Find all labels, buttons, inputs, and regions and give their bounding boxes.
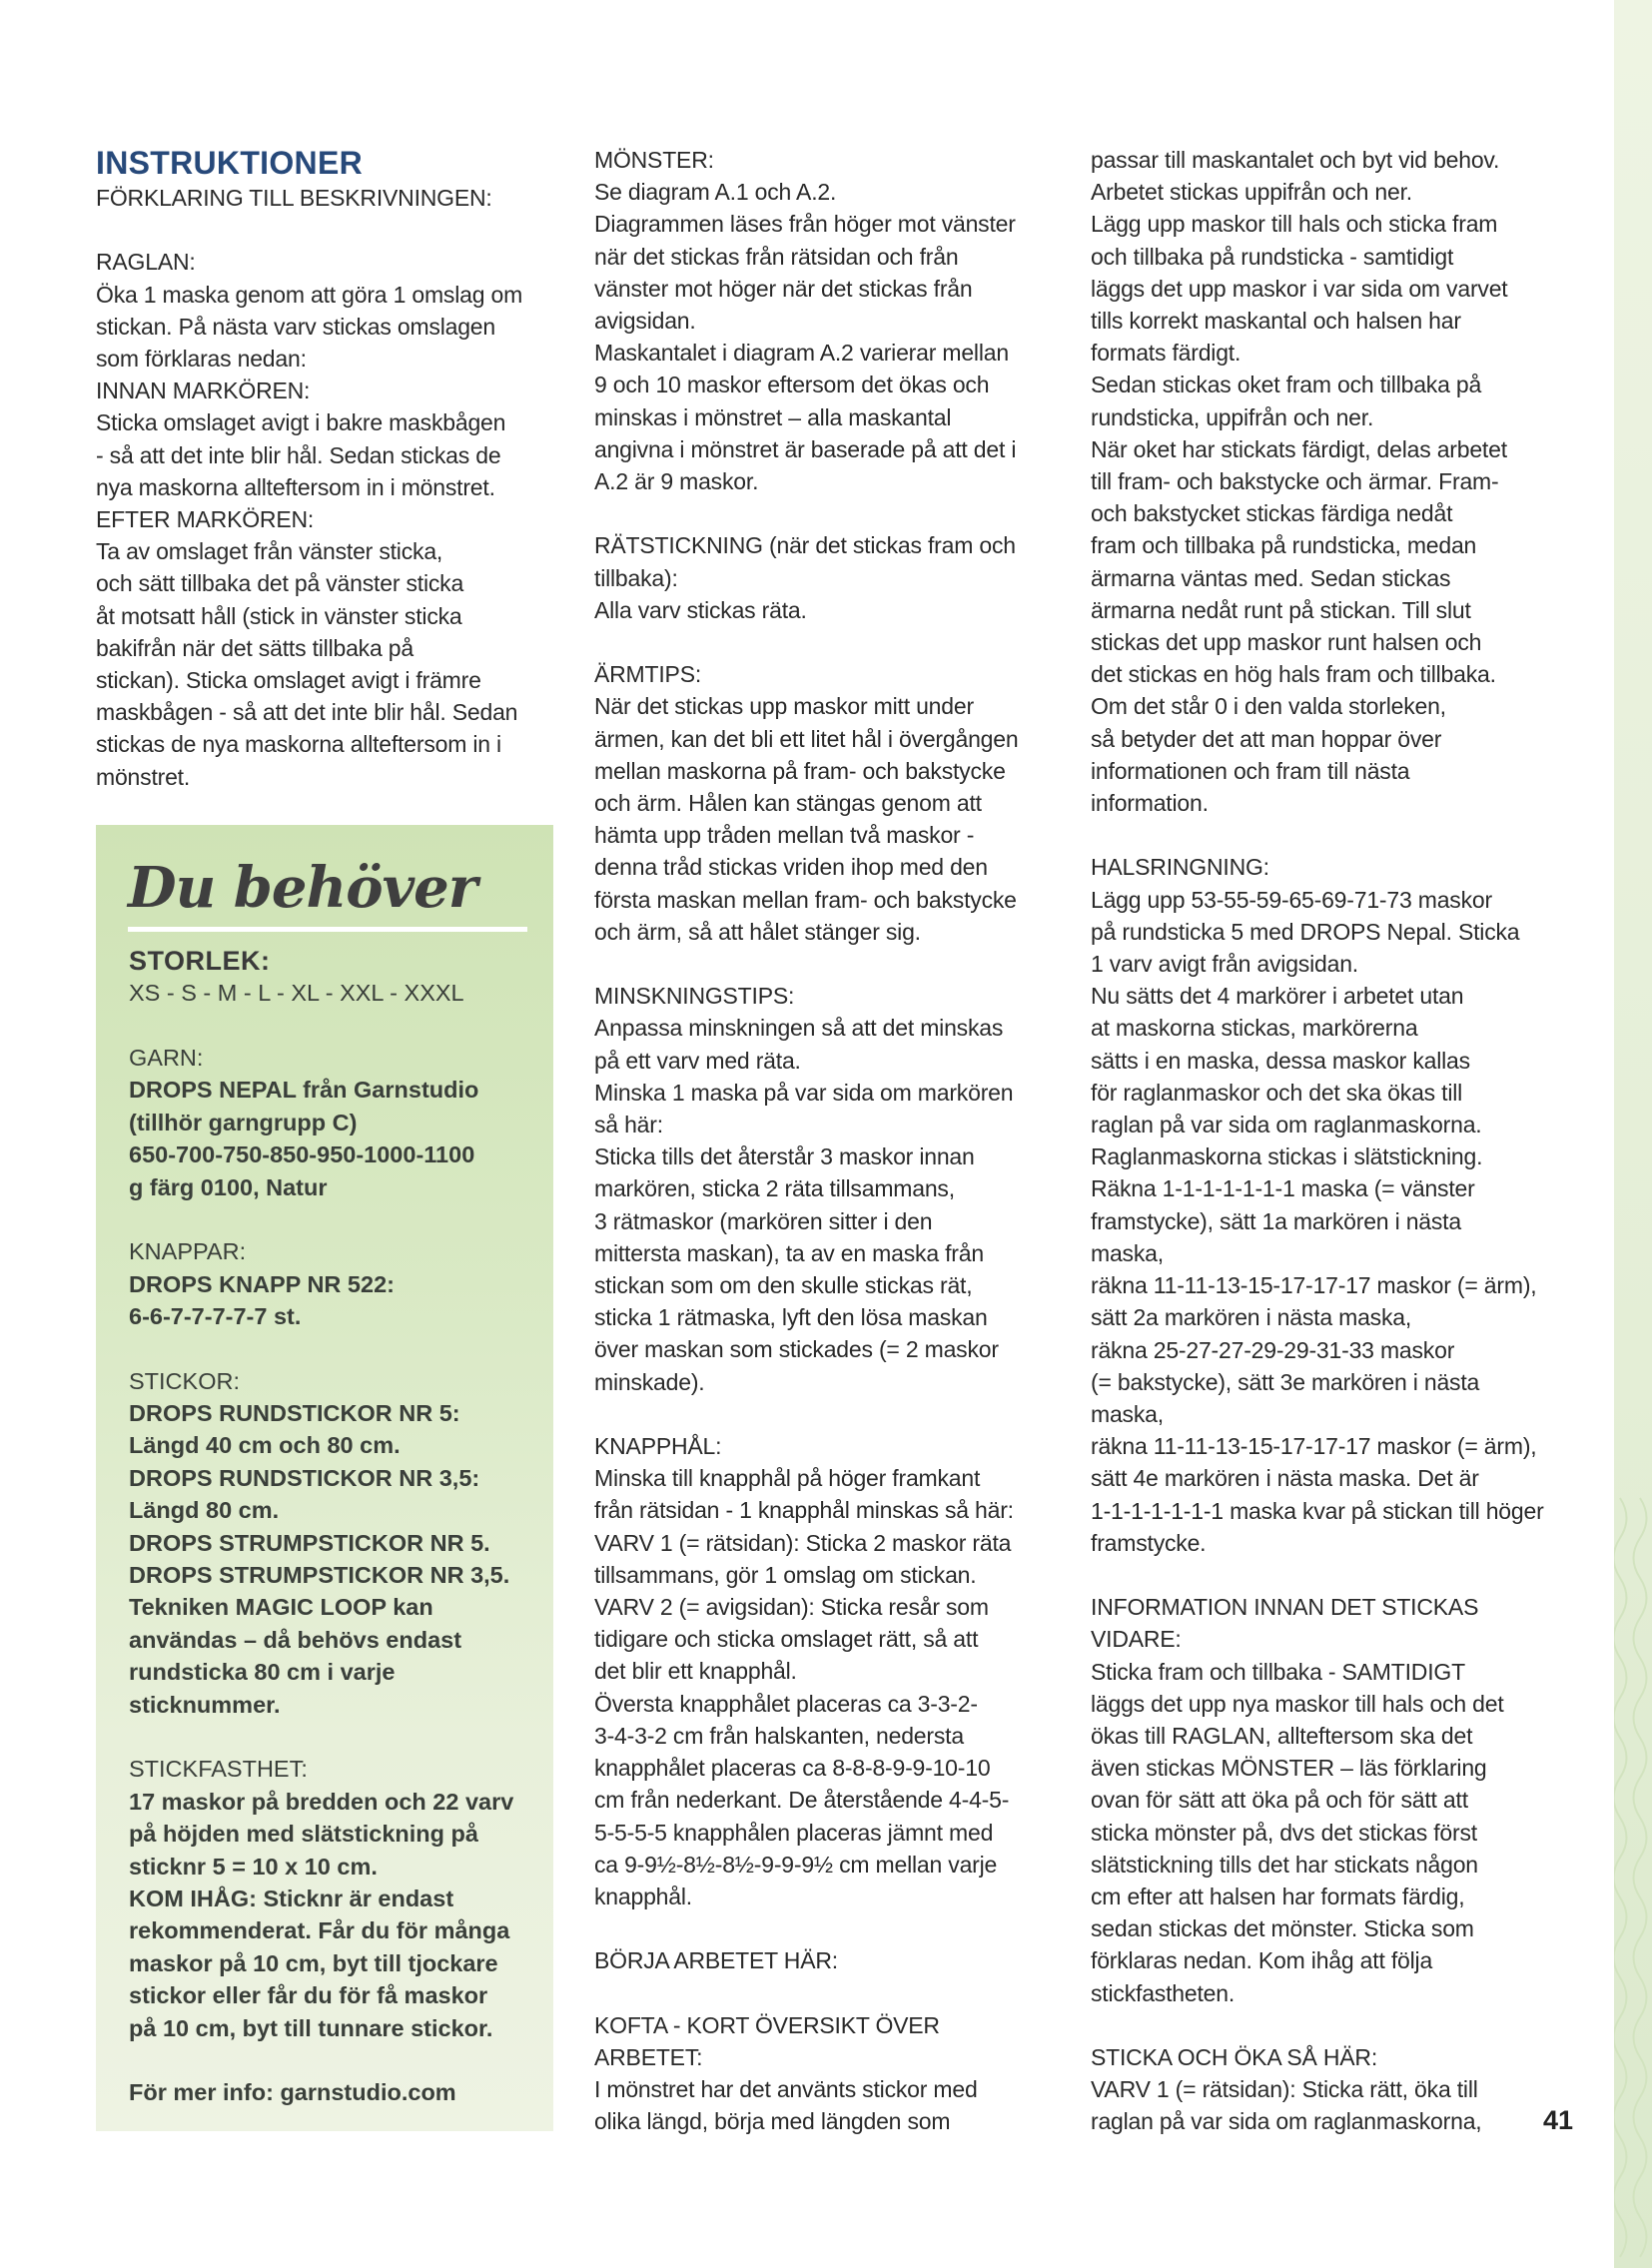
text-line: Om det står 0 i den valda storleken,	[1091, 693, 1446, 720]
text-line: Maskantalet i diagram A.2 varierar mellan	[594, 340, 1009, 367]
text-line: så här:	[594, 1112, 663, 1138]
text-line: at maskorna stickas, markörerna	[1091, 1015, 1418, 1042]
text-line: VARV 1 (= rätsidan): Sticka rätt, öka till	[1091, 2076, 1478, 2103]
spacer	[594, 497, 1064, 529]
text-line: Minska till knapphål på höger framkant	[594, 1465, 981, 1492]
text-line: mittersta maskan), ta av en maska från	[594, 1239, 984, 1266]
text-line: - så att det inte blir hål. Sedan stickas de	[96, 441, 501, 468]
text-line: ÄRMTIPS:	[594, 661, 702, 688]
text-line: När oket har stickats färdigt, delas arbetet	[1091, 435, 1507, 462]
text-line: Alla varv stickas räta.	[594, 596, 807, 623]
text-line: nya maskorna allteftersom in i mönstret.	[96, 473, 495, 500]
text-line: STICKA OCH ÖKA SÅ HÄR:	[1091, 2043, 1378, 2070]
text-line: stickfastheten.	[1091, 1979, 1236, 2006]
materials-box-title: Du behöver	[128, 855, 477, 921]
text-line: hämta upp tråden mellan två maskor -	[594, 822, 975, 849]
text-line: olika längd, börja med längden som	[594, 2108, 951, 2135]
text-line: Tekniken MAGIC LOOP kan	[129, 1594, 433, 1621]
column-3	[1091, 144, 1560, 2138]
text-line: DROPS RUNDSTICKOR NR 3,5:	[129, 1464, 480, 1491]
text-line: Lägg upp maskor till hals och sticka fram	[1091, 211, 1498, 238]
text-line: INFORMATION INNAN DET STICKAS	[1091, 1594, 1479, 1621]
text-line: ovan för sätt att öka på och för sätt att	[1091, 1787, 1468, 1814]
text-line: framstycke.	[1091, 1529, 1207, 1556]
text-line: och ärm. Hålen kan stängas genom att	[594, 790, 982, 817]
text-line: maska,	[1091, 1239, 1164, 1266]
text-line: denna tråd stickas vriden ihop med den	[594, 854, 988, 881]
spacer	[1091, 1559, 1560, 1591]
text-line: sätt 4e markören i nästa maska. Det är	[1091, 1465, 1479, 1492]
text-line: RÄTSTICKNING (när det stickas fram och	[594, 532, 1016, 559]
text-line: mellan maskorna på fram- och bakstycke	[594, 757, 1006, 784]
text-line: sticknummer.	[129, 1691, 281, 1718]
text-line: Nu sätts det 4 markörer i arbetet utan	[1091, 983, 1464, 1010]
text-line: Raglanmaskorna stickas i slätstickning.	[1091, 1143, 1483, 1170]
knit-pattern-icon	[1614, 0, 1652, 2268]
text-line: KOFTA - KORT ÖVERSIKT ÖVER	[594, 2011, 940, 2038]
text-line: VARV 2 (= avigsidan): Sticka resår som	[594, 1594, 989, 1621]
text-line: knapphålet placeras ca 8-8-8-9-9-10-10	[594, 1755, 991, 1782]
text-line: DROPS RUNDSTICKOR NR 5:	[129, 1400, 460, 1427]
text-line: Anpassa minskningen så att det minskas	[594, 1015, 1004, 1042]
spacer	[129, 1010, 538, 1042]
column-1-text	[96, 182, 560, 793]
text-line: ARBETET:	[594, 2043, 703, 2070]
text-line: Öka 1 maska genom att göra 1 omslag om	[96, 281, 523, 308]
text-line: Sticka fram och tillbaka - SAMTIDIGT	[1091, 1658, 1465, 1685]
text-line: I mönstret har det använts stickor med	[594, 2076, 978, 2103]
spacer	[129, 1332, 538, 1364]
text-line: på ett varv med räta.	[594, 1047, 801, 1074]
text-line: för raglanmaskor och det ska ökas till	[1091, 1079, 1463, 1106]
text-line: knapphål.	[594, 1883, 692, 1909]
text-line: på rundsticka 5 med DROPS Nepal. Sticka	[1091, 918, 1520, 945]
text-line: raglan på var sida om raglanmaskorna.	[1091, 1112, 1482, 1138]
text-line: DROPS STRUMPSTICKOR NR 3,5.	[129, 1562, 510, 1589]
text-line: minskas i mönstret – alla maskantal	[594, 403, 952, 430]
text-line: markören, sticka 2 räta tillsammans,	[594, 1175, 955, 1202]
text-line: INNAN MARKÖREN:	[96, 378, 311, 404]
text-line: och sätt tillbaka det på vänster sticka	[96, 570, 464, 597]
text-line: läggs det upp maskor i var sida om varvet	[1091, 275, 1508, 302]
text-line: som förklaras nedan:	[96, 346, 307, 372]
text-line: Se diagram A.1 och A.2.	[594, 179, 837, 206]
page-title: INSTRUKTIONER	[96, 145, 364, 181]
materials-list	[129, 945, 538, 2109]
text-line: passar till maskantalet och byt vid behov.	[1091, 147, 1500, 173]
text-line: ökas till RAGLAN, allteftersom ska det	[1091, 1722, 1473, 1749]
text-line: minskade).	[594, 1368, 705, 1395]
text-line: från rätsidan - 1 knapphål minskas så här:	[594, 1497, 1014, 1524]
text-line: ärmarna väntas med. Sedan stickas	[1091, 564, 1451, 591]
text-line: sätt 2a markören i nästa maska,	[1091, 1304, 1412, 1331]
text-line: GARN:	[129, 1045, 204, 1071]
text-line: rekommenderat. Får du för många	[129, 1917, 510, 1944]
materials-box	[96, 825, 553, 2131]
text-line: Sticka tills det återstår 3 maskor innan	[594, 1143, 975, 1170]
spacer	[129, 1721, 538, 1753]
text-line: STICKOR:	[129, 1367, 240, 1394]
spacer	[594, 1912, 1064, 1944]
text-line: första maskan mellan fram- och bakstycke	[594, 886, 1017, 913]
text-line: raglan på var sida om raglanmaskorna,	[1091, 2108, 1482, 2135]
text-line: åt motsatt håll (stick in vänster sticka	[96, 602, 462, 629]
text-line: 6-6-7-7-7-7-7 st.	[129, 1303, 302, 1330]
text-line: ärmarna nedåt runt på stickan. Till slut	[1091, 596, 1471, 623]
text-line: Sedan stickas oket fram och tillbaka på	[1091, 372, 1482, 398]
column-2	[594, 144, 1064, 2138]
text-line: rundsticka 80 cm i varje	[129, 1659, 396, 1686]
text-line: MÖNSTER:	[594, 147, 714, 173]
text-line: Minska 1 maska på var sida om markören	[594, 1079, 1014, 1106]
text-line: stickan). Sticka omslaget avigt i främre	[96, 667, 481, 694]
text-line: maskbågen - så att det inte blir hål. Sedan	[96, 699, 518, 726]
text-line: 17 maskor på bredden och 22 varv	[129, 1788, 514, 1815]
text-line: fram och tillbaka på rundsticka, medan	[1091, 532, 1477, 559]
text-line: tillbaka):	[594, 564, 678, 591]
text-line: Räkna 1-1-1-1-1-1-1 maska (= vänster	[1091, 1175, 1475, 1202]
text-line: VARV 1 (= rätsidan): Sticka 2 maskor räta	[594, 1529, 1012, 1556]
spacer	[1091, 819, 1560, 851]
text-line: tills korrekt maskantal och halsen har	[1091, 308, 1461, 335]
size-heading: STORLEK:	[129, 946, 271, 976]
text-line: slätstickning tills det har stickats någon	[1091, 1851, 1478, 1878]
text-line: cm från nederkant. De återstående 4-4-5-	[594, 1787, 1010, 1814]
text-line: formats färdigt.	[1091, 340, 1241, 367]
text-line: användas – då behövs endast	[129, 1626, 462, 1653]
spacer	[594, 1977, 1064, 2009]
text-line: läggs det upp nya maskor till hals och det	[1091, 1690, 1504, 1717]
text-line: KOM IHÅG: Sticknr är endast	[129, 1885, 454, 1911]
text-line: sticknr 5 = 10 x 10 cm.	[129, 1853, 378, 1880]
text-line: Översta knapphålet placeras ca 3-3-2-	[594, 1690, 978, 1717]
text-line: sedan stickas det mönster. Sticka som	[1091, 1915, 1474, 1942]
text-line: 9 och 10 maskor eftersom det ökas och	[594, 372, 990, 398]
text-line: Ta av omslaget från vänster sticka,	[96, 538, 443, 565]
text-line: informationen och fram till nästa	[1091, 757, 1410, 784]
column-1	[96, 144, 560, 793]
spacer	[96, 214, 560, 246]
text-line: A.2 är 9 maskor.	[594, 468, 759, 495]
text-line: avigsidan.	[594, 308, 696, 335]
text-line: 1 varv avigt från avigsidan.	[1091, 951, 1358, 978]
text-line: KNAPPHÅL:	[594, 1433, 722, 1460]
text-line: BÖRJA ARBETET HÄR:	[594, 1947, 838, 1974]
text-line: Längd 80 cm.	[129, 1497, 280, 1524]
text-line: ca 9-9½-8½-8½-9-9-9½ cm mellan varje	[594, 1851, 998, 1878]
text-line: (= bakstycke), sätt 3e markören i nästa	[1091, 1368, 1480, 1395]
spacer	[594, 626, 1064, 658]
text-line: FÖRKLARING TILL BESKRIVNINGEN:	[96, 185, 492, 211]
text-line: STICKFASTHET:	[129, 1756, 308, 1783]
text-line: KNAPPAR:	[129, 1238, 247, 1265]
spacer	[594, 1398, 1064, 1430]
text-line: EFTER MARKÖREN:	[96, 506, 315, 533]
text-line: Sticka omslaget avigt i bakre maskbågen	[96, 409, 506, 436]
text-line: maskor på 10 cm, byt till tjockare	[129, 1949, 498, 1976]
text-line: sticka 1 rätmaska, lyft den lösa maskan	[594, 1304, 988, 1331]
spacer	[594, 948, 1064, 980]
text-line: räkna 25-27-27-29-29-31-33 maskor	[1091, 1336, 1455, 1363]
text-line: bakifrån när det sätts tillbaka på	[96, 634, 413, 661]
text-line: maska,	[1091, 1400, 1164, 1427]
text-line: det stickas en hög hals fram och tillbaka.	[1091, 661, 1496, 688]
text-line: information.	[1091, 790, 1209, 817]
text-line: tillsammans, gör 1 omslag om stickan.	[594, 1561, 977, 1588]
text-line: tidigare och sticka omslaget rätt, så att	[594, 1626, 979, 1653]
text-line: Längd 40 cm och 80 cm.	[129, 1432, 401, 1459]
text-line: XS - S - M - L - XL - XXL - XXXL	[129, 980, 464, 1007]
more-info-text: För mer info: garnstudio.com	[129, 2079, 456, 2106]
text-line: Lägg upp 53-55-59-65-69-71-73 maskor	[1091, 886, 1492, 913]
text-line: över maskan som stickades (= 2 maskor	[594, 1336, 999, 1363]
text-line: g färg 0100, Natur	[129, 1173, 328, 1200]
spacer	[129, 1203, 538, 1235]
text-line: 650-700-750-850-950-1000-1100	[129, 1141, 475, 1168]
text-line: stickor eller får du för få maskor	[129, 1982, 488, 2009]
spacer	[1091, 2009, 1560, 2041]
text-line: räkna 11-11-13-15-17-17-17 maskor (= ärm),	[1091, 1272, 1537, 1299]
text-line: till fram- och bakstycke och ärmar. Fram-	[1091, 468, 1499, 495]
text-line: när det stickas från rätsidan och från	[594, 243, 959, 270]
text-line: på 10 cm, byt till tunnare stickor.	[129, 2014, 493, 2041]
text-line: stickas det upp maskor runt halsen och	[1091, 629, 1482, 656]
text-line: och tillbaka på rundsticka - samtidigt	[1091, 243, 1454, 270]
text-line: RAGLAN:	[96, 249, 196, 276]
spacer	[129, 2044, 538, 2076]
text-line: Arbetet stickas uppifrån och ner.	[1091, 179, 1412, 206]
text-line: sticka mönster på, dvs det stickas först	[1091, 1819, 1477, 1846]
divider	[128, 927, 527, 932]
text-line: ärmen, kan det bli ett litet hål i övergången	[594, 725, 1019, 752]
text-line: 3 rätmaskor (markören sitter i den	[594, 1207, 933, 1234]
text-line: räkna 11-11-13-15-17-17-17 maskor (= ärm),	[1091, 1433, 1537, 1460]
text-line: det blir ett knapphål.	[594, 1658, 797, 1685]
text-line: mönstret.	[96, 763, 191, 790]
text-line: DROPS KNAPP NR 522:	[129, 1270, 395, 1297]
text-line: Diagrammen läses från höger mot vänster	[594, 211, 1016, 238]
text-line: 5-5-5-5 knapphålen placeras jämnt med	[594, 1819, 994, 1846]
text-line: (tillhör garngrupp C)	[129, 1109, 358, 1135]
text-line: stickas de nya maskorna allteftersom in i	[96, 731, 501, 758]
text-line: så betyder det att man hoppar över	[1091, 725, 1442, 752]
text-line: vänster mot höger när det stickas från	[594, 275, 973, 302]
text-line: och bakstycket stickas färdiga nedåt	[1091, 500, 1453, 527]
text-line: och ärm, så att hålet stänger sig.	[594, 918, 921, 945]
text-line: stickan som om den skulle stickas rät,	[594, 1272, 973, 1299]
text-line: DROPS NEPAL från Garnstudio	[129, 1077, 479, 1104]
decorative-side-strip	[1614, 0, 1652, 2268]
text-line: MINSKNINGSTIPS:	[594, 983, 795, 1010]
text-line: angivna i mönstret är baserade på att det i	[594, 435, 1017, 462]
text-line: förklaras nedan. Kom ihåg att följa	[1091, 1947, 1433, 1974]
text-line: även stickas MÖNSTER – läs förklaring	[1091, 1755, 1487, 1782]
text-line: HALSRINGNING:	[1091, 854, 1269, 881]
text-line: DROPS STRUMPSTICKOR NR 5.	[129, 1529, 490, 1556]
text-line: sätts i en maska, dessa maskor kallas	[1091, 1047, 1470, 1074]
text-line: VIDARE:	[1091, 1626, 1182, 1653]
text-line: stickan. På nästa varv stickas omslagen	[96, 313, 495, 340]
text-line: 1-1-1-1-1-1-1 maska kvar på stickan till höger	[1091, 1497, 1544, 1524]
text-line: framstycke), sätt 1a markören i nästa	[1091, 1207, 1461, 1234]
text-line: på höjden med slätstickning på	[129, 1821, 478, 1848]
page-number: 41	[1543, 2105, 1574, 2135]
text-line: rundsticka, uppifrån och ner.	[1091, 403, 1374, 430]
text-line: cm efter att halsen har formats färdig,	[1091, 1883, 1465, 1909]
text-line: När det stickas upp maskor mitt under	[594, 693, 974, 720]
text-line: 3-4-3-2 cm från halskanten, nedersta	[594, 1722, 964, 1749]
